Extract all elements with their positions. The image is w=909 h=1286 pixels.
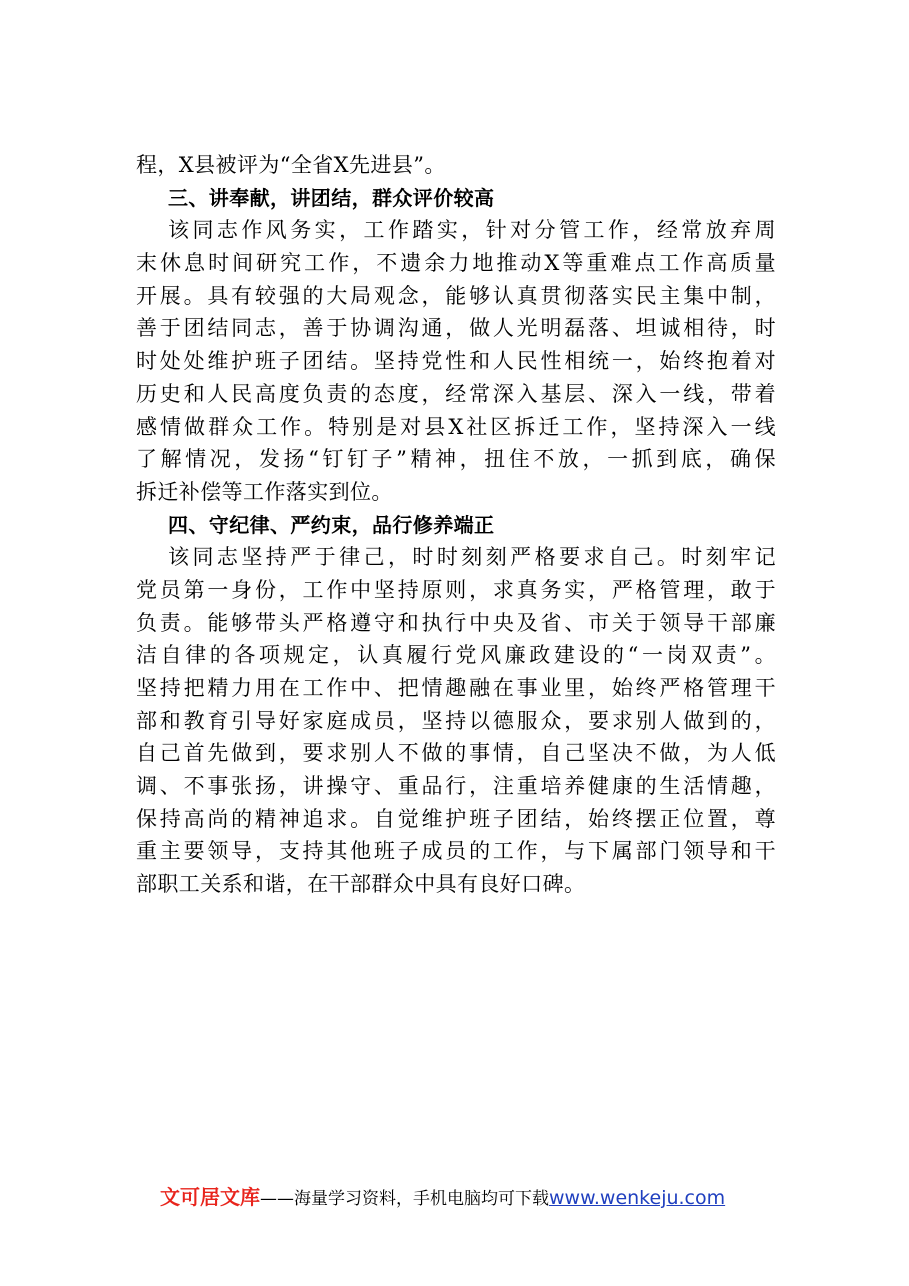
body-line: 拆迁补偿等工作落实到位。 (136, 479, 393, 504)
footer-website-link[interactable]: www.wenkeju.com (549, 1187, 726, 1209)
body-line: 历史和人民高度负责的态度，经常深入基层、深入一线，带着 (136, 381, 776, 406)
body-line: 党员第一身份，工作中坚持原则，求真务实，严格管理，敢于 (136, 577, 776, 602)
section-heading-3: 三、讲奉献，讲团结，群众评价较高 (168, 185, 495, 210)
body-line: 坚持把精力用在工作中、把情趣融在事业里，始终严格管理干 (136, 676, 776, 700)
body-line: 该同志坚持严于律己，时时刻刻严格要求自己。时刻牢记 (168, 545, 776, 570)
footer-tagline: ——海量学习资料，手机电脑均可下载 (260, 1189, 549, 1209)
body-line: 保持高尚的精神追求。自觉维护班子团结，始终摆正位置，尊 (136, 806, 776, 831)
body-line: 程，X县被评为“全省X先进县”。 (136, 153, 446, 177)
body-line: 感情做群众工作。特别是对县X社区拆迁工作，坚持深入一线 (136, 414, 776, 439)
body-line: 了解情况，发扬“钉钉子”精神，扭住不放，一抓到底，确保 (136, 447, 776, 472)
body-line: 该同志作风务实，工作踏实，针对分管工作，经常放弃周 (168, 218, 776, 243)
body-line: 调、不事张扬，讲操守、重品行，注重培养健康的生活情趣， (136, 774, 776, 799)
body-line: 自己首先做到，要求别人不做的事情，自己坚决不做，为人低 (136, 741, 776, 766)
body-line: 时处处维护班子团结。坚持党性和人民性相统一，始终抱着对 (136, 349, 776, 374)
footer-banner (160, 1183, 780, 1211)
body-line: 善于团结同志，善于协调沟通，做人光明磊落、坦诚相待，时 (136, 316, 776, 341)
document-body (136, 149, 776, 901)
section-heading-4: 四、守纪律、严约束，品行修养端正 (168, 512, 495, 537)
body-line: 部职工关系和谐，在干部群众中具有良好口碑。 (136, 872, 586, 897)
body-line: 重主要领导，支持其他班子成员的工作，与下属部门领导和干 (136, 839, 776, 864)
body-line: 负责。能够带头严格遵守和执行中央及省、市关于领导干部廉 (136, 610, 776, 635)
footer-brand: 文可居文库 (160, 1185, 260, 1209)
body-line: 洁自律的各项规定，认真履行党风廉政建设的“一岗双责”。 (136, 643, 776, 668)
body-line: 部和教育引导好家庭成员，坚持以德服众，要求别人做到的， (136, 708, 776, 733)
body-line: 末休息时间研究工作，不遗余力地推动X等重难点工作高质量 (136, 251, 776, 276)
body-line: 开展。具有较强的大局观念，能够认真贯彻落实民主集中制， (136, 283, 776, 308)
